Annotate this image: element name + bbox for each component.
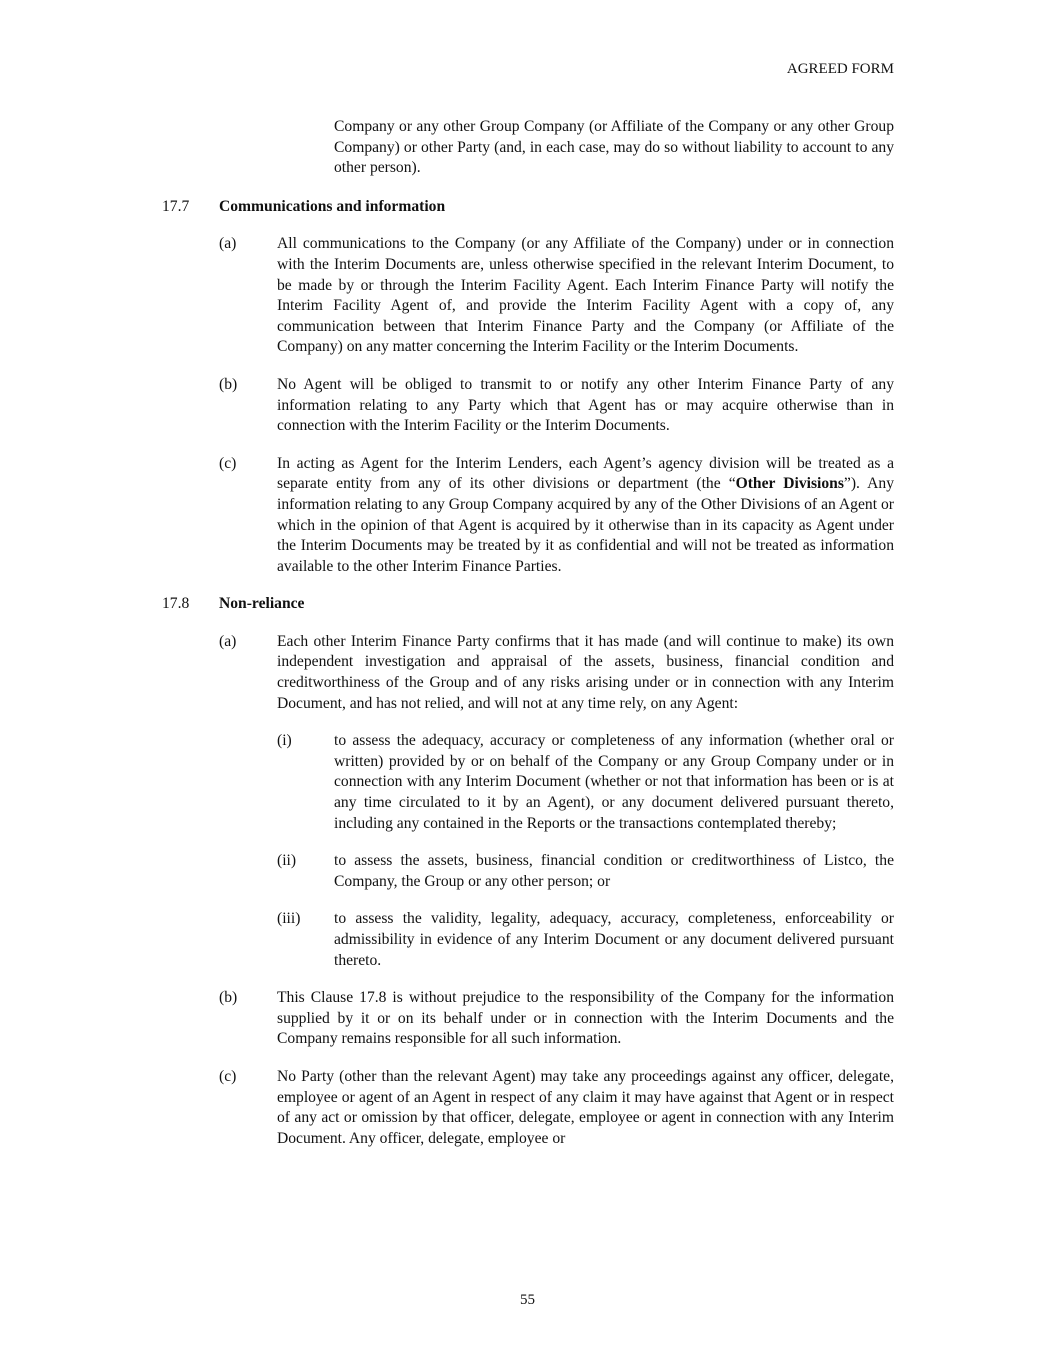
clause-title: Non-reliance [219, 595, 305, 613]
clause-17-8-a-iii [277, 909, 894, 971]
text-before-term: In acting as Agent for the Interim Lenders, each Agent’s agency division will be treated as a separate entity from any of its other divisions or department (the “ [277, 454, 894, 493]
clause-17-8-a [219, 632, 894, 714]
subparagraph-text: to assess the validity, legality, adequacy, accuracy, completeness, enforceability or admissibility in evidence of any Interim Document or any document delivered pursuant thereto. [334, 910, 894, 969]
clause-17-7-a [219, 234, 894, 358]
clause-17-8-a-i [277, 731, 894, 834]
subparagraph-label: (iii) [277, 910, 301, 928]
paragraph-text: All communications to the Company (or any Affiliate of the Company) under or in connection with the Interim Documents are, unless otherwise specified in the relevant Interim Document, to be made by or through the Interim Facility Agent. Each Interim Finance Party will notify the Interim Facility Agent of, and provide the Interim Facility Agent with a copy of, any communication between that Interim Finance Party and the Company (or Affiliate of the Company) on any matter concerning the Interim Facility or the Interim Documents. [277, 235, 894, 356]
paragraph-text: No Party (other than the relevant Agent) may take any proceedings against any officer, delegate, employee or agent of an Agent in respect of any claim it may have against that Agent or in respect of any act or omission by that officer, delegate, employee or agent in connection with any Interim Document. Any officer, delegate, employee or [277, 1067, 894, 1147]
paragraph-label: (b) [219, 989, 238, 1007]
text-after-term: ”). Any information relating to any Group Company acquired by any of the Other Divisions of an Agent or which in the opinion of that Agent is acquired by it otherwise than in its capacity as Agent under the Interim Documents may be treated by it as confidential and will not be treated as information available to the other Interim Finance Parties. [277, 475, 894, 575]
paragraph-text: This Clause 17.8 is without prejudice to the responsibility of the Company for the information supplied by it or on its behalf under or in connection with the Interim Documents and the Company remains responsible for all such information. [277, 989, 894, 1048]
agreed-form-header: AGREED FORM [786, 61, 894, 77]
page-number: 55 [520, 1292, 535, 1308]
clause-17-8-heading [162, 594, 894, 615]
subparagraph-label: (i) [277, 732, 292, 750]
clause-title: Communications and information [219, 197, 446, 215]
paragraph-label: (b) [219, 375, 238, 393]
subparagraph-label: (ii) [277, 852, 297, 870]
paragraph-text [277, 454, 894, 578]
paragraph-text: Each other Interim Finance Party confirms that it has made (and will continue to make) its own independent investigation and appraisal of the assets, business, financial condition and creditworthiness of the Group and of any risks arising under or in connection with any Interim Document, and has not relied, and will not at any time rely, on any Agent: [277, 632, 894, 712]
clause-17-8-c [219, 1067, 894, 1149]
clause-number: 17.8 [162, 595, 190, 613]
subparagraph-text: to assess the adequacy, accuracy or completeness of any information (whether oral or written) provided by or on behalf of the Company or any Group Company under or in connection with any Interim Document (whether or not that information has been or is at any time circulated to it by an Agent), or any document delivered pursuant thereto, including any contained in the Reports or the transactions contemplated thereby; [334, 732, 894, 832]
clause-17-7-c [219, 454, 894, 578]
defined-term: Other Divisions [735, 475, 844, 493]
paragraph-label: (c) [219, 1067, 237, 1085]
clause-17-8-b [219, 988, 894, 1050]
paragraph-label: (c) [219, 454, 237, 472]
clause-17-7-heading [162, 197, 894, 218]
clause-number: 17.7 [162, 197, 190, 215]
document-body [162, 117, 894, 1166]
paragraph-label: (a) [219, 235, 237, 253]
clause-17-7-b [219, 375, 894, 437]
subparagraph-text: to assess the assets, business, financial condition or creditworthiness of Listco, the Company, the Group or any other person; or [334, 852, 894, 890]
clause-17-8-a-ii [277, 851, 894, 892]
paragraph-label: (a) [219, 632, 237, 650]
continuation-paragraph: Company or any other Group Company (or Affiliate of the Company or any other Group Company) or other Party (and, in each case, may do so without liability to account to any other person). [334, 118, 894, 177]
paragraph-text: No Agent will be obliged to transmit to or notify any other Interim Finance Party of any information relating to any Party which that Agent has or may acquire otherwise than in connection with the Interim Facility or the Interim Documents. [277, 375, 894, 435]
